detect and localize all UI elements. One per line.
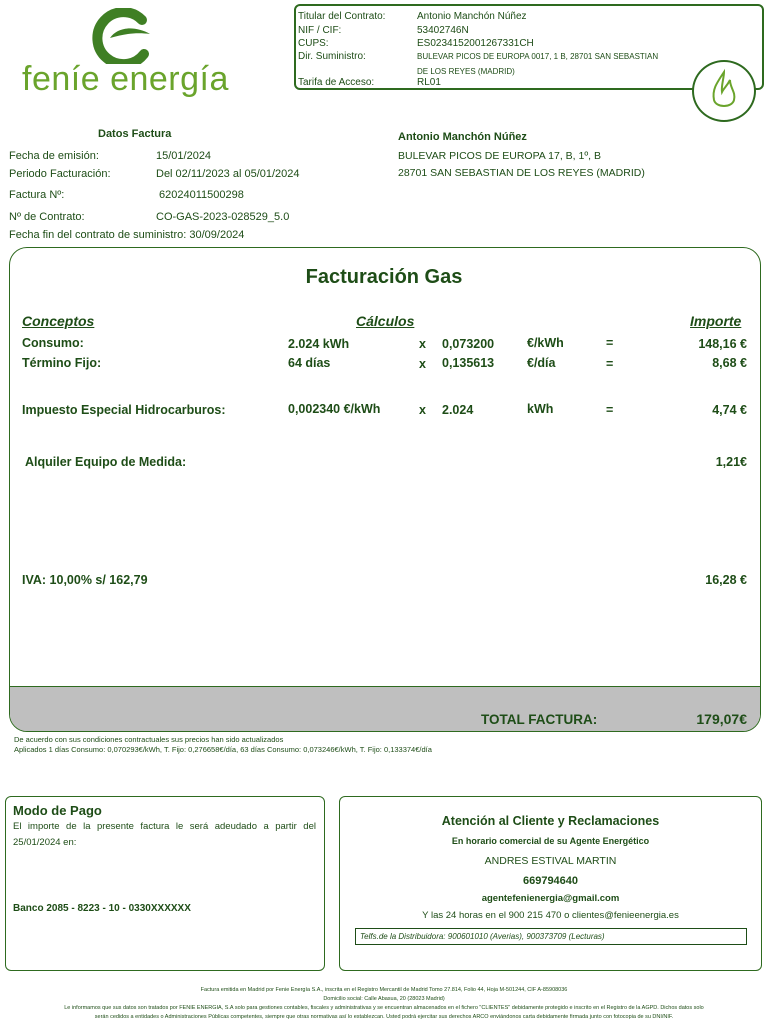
fijo-unit: €/día bbox=[527, 356, 556, 370]
dir-label: Dir. Suministro: bbox=[298, 51, 366, 62]
payment-bank-account: Banco 2085 - 8223 - 10 - 0330XXXXXX bbox=[13, 903, 191, 914]
impuesto-label: Impuesto Especial Hidrocarburos: bbox=[22, 403, 226, 417]
price-update-notes bbox=[14, 735, 432, 755]
total-amount: 179,07€ bbox=[696, 711, 747, 727]
billing-title: Facturación Gas bbox=[305, 266, 463, 288]
payment-text: El importe de la presente factura le será adeudado a partir del 25/01/2024 en: bbox=[13, 821, 316, 848]
recipient-address-line1: BULEVAR PICOS DE EUROPA 17, B, 1º, B bbox=[398, 150, 602, 162]
fenie-logo-icon bbox=[88, 8, 154, 64]
footer-line1: Factura emitida en Madrid por Fenie Energía S.A., inscrita en el Registro Mercantil de Madrid Tomo 27.814, Folio 44, Hoja M-501244, CIF A-85908036 bbox=[200, 987, 568, 993]
contrato-value: CO-GAS-2023-028529_5.0 bbox=[156, 211, 290, 223]
fijo-label: Término Fijo: bbox=[22, 356, 102, 370]
fijo-times: x bbox=[419, 357, 426, 371]
fijo-amount: 8,68 € bbox=[712, 356, 747, 370]
datos-factura-title: Datos Factura bbox=[98, 128, 172, 140]
consumo-label: Consumo: bbox=[22, 336, 84, 350]
footer-line2: Domicilio social: Calle Abasua, 20 (28023 Madrid) bbox=[323, 996, 445, 1002]
notes-line1: De acuerdo con sus condiciones contractuales sus precios han sido actualizados bbox=[14, 735, 284, 744]
legal-footer bbox=[0, 986, 768, 1022]
cups-label: CUPS: bbox=[298, 38, 329, 49]
distributor-phones: Telfs.de la Distribuidora: 900601010 (Averias), 900373709 (Lecturas) bbox=[355, 928, 747, 945]
recipient-name: Antonio Manchón Núñez bbox=[398, 131, 527, 143]
flame-badge bbox=[692, 60, 756, 122]
attention-subtitle: En horario comercial de su Agente Energético bbox=[451, 836, 650, 846]
impuesto-equals: = bbox=[606, 403, 614, 417]
cups-value: ES0234152001267331CH bbox=[417, 38, 534, 49]
iva-amount: 16,28 € bbox=[705, 573, 747, 587]
consumo-unit: €/kWh bbox=[527, 336, 564, 350]
header-importe: Importe bbox=[690, 313, 742, 329]
fecha-emision-label: Fecha de emisión: bbox=[9, 150, 99, 162]
impuesto-qty: 0,002340 €/kWh bbox=[288, 402, 381, 416]
impuesto-amount: 4,74 € bbox=[712, 403, 747, 417]
impuesto-price: 2.024 bbox=[442, 403, 474, 417]
titular-value: Antonio Manchón Núñez bbox=[417, 11, 527, 22]
tarifa-label: Tarifa de Acceso: bbox=[298, 77, 375, 88]
consumo-times: x bbox=[419, 337, 426, 351]
agent-email: agentefenienergia@gmail.com bbox=[481, 893, 620, 904]
support-hours: Y las 24 horas en el 900 215 470 o clientes@fenieenergia.es bbox=[422, 910, 679, 921]
alquiler-label: Alquiler Equipo de Medida: bbox=[25, 455, 187, 469]
impuesto-unit: kWh bbox=[527, 402, 554, 416]
fin-contrato: Fecha fin del contrato de suministro: 30/09/2024 bbox=[9, 229, 245, 241]
fijo-price: 0,135613 bbox=[442, 356, 495, 370]
agent-name: ANDRES ESTIVAL MARTIN bbox=[484, 855, 617, 867]
iva-label: IVA: 10,00% s/ 162,79 bbox=[22, 573, 148, 587]
attention-title: Atención al Cliente y Reclamaciones bbox=[441, 814, 660, 828]
periodo-value: Del 02/11/2023 al 05/01/2024 bbox=[156, 168, 300, 180]
consumo-amount: 148,16 € bbox=[698, 337, 747, 351]
brand-logo-text: feníe energía bbox=[22, 60, 229, 98]
factura-num-value: 62024011500298 bbox=[159, 189, 244, 201]
notes-line2: Aplicados 1 días Consumo: 0,070293€/kWh, T. Fijo: 0,276658€/día, 63 días Consumo: 0,073246€/kWh, T. Fijo: 0,133374€/día bbox=[14, 745, 432, 754]
consumo-qty: 2.024 kWh bbox=[288, 337, 350, 351]
nif-value: 53402746N bbox=[417, 25, 469, 36]
total-label: TOTAL FACTURA: bbox=[481, 712, 598, 727]
agent-phone: 669794640 bbox=[522, 875, 579, 887]
consumo-price: 0,073200 bbox=[442, 337, 495, 351]
contrato-label: Nº de Contrato: bbox=[9, 211, 85, 223]
consumo-equals: = bbox=[606, 336, 614, 350]
periodo-label: Periodo Facturación: bbox=[9, 168, 111, 180]
tarifa-value: RL01 bbox=[417, 77, 441, 88]
impuesto-times: x bbox=[419, 403, 426, 417]
recipient-address-line2: 28701 SAN SEBASTIAN DE LOS REYES (MADRID) bbox=[398, 167, 645, 179]
flame-icon bbox=[694, 62, 754, 120]
dir-value-line1: BULEVAR PICOS DE EUROPA 0017, 1 B, 28701 SAN SEBASTIAN bbox=[417, 52, 659, 61]
payment-title: Modo de Pago bbox=[13, 803, 102, 818]
alquiler-amount: 1,21€ bbox=[715, 455, 747, 469]
dir-value-line2: DE LOS REYES (MADRID) bbox=[417, 67, 515, 76]
nif-label: NIF / CIF: bbox=[298, 25, 342, 36]
titular-label: Titular del Contrato: bbox=[298, 11, 386, 22]
factura-num-label: Factura Nº: bbox=[9, 189, 65, 201]
header-conceptos: Conceptos bbox=[22, 313, 95, 329]
footer-line3: Le informamos que sus datos son tratados por FENIE ENERGIA, S.A solo para gestiones contables, fiscales y administrativas y se encuentran almacenados en el fichero "CLIENTES" debidamente protegido e inscrito en el Registro de la AGPD. Dichos datos solo bbox=[64, 1005, 704, 1011]
footer-line4: serán cedidos a entidades o Administraciones Públicas competentes, siempre que otras normativas así lo establezcan. Usted podrá ejercitar sus derechos ARCO enviándonos carta debidamente firmada junto con fotocopia de su DNI/NIF. bbox=[94, 1014, 674, 1020]
fecha-emision-value: 15/01/2024 bbox=[156, 150, 212, 162]
fijo-qty: 64 días bbox=[288, 356, 331, 370]
header-calculos: Cálculos bbox=[356, 313, 415, 329]
fijo-equals: = bbox=[606, 357, 614, 371]
